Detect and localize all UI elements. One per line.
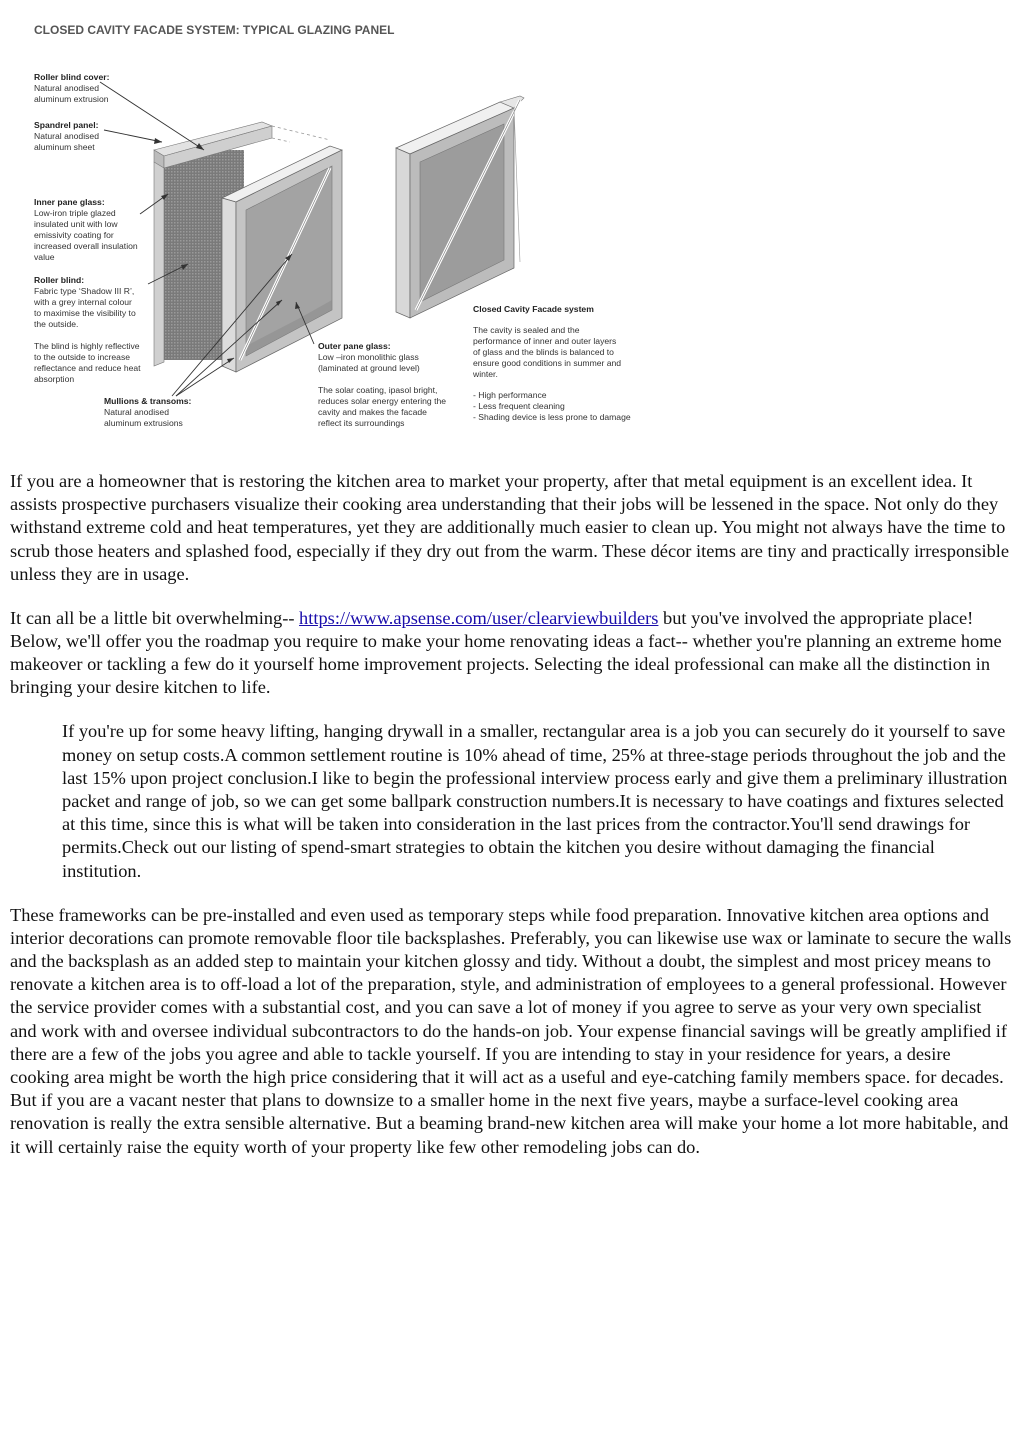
svg-text:The blind is highly reflective: The blind is highly reflective xyxy=(34,341,140,351)
label-ccf-system xyxy=(472,304,631,422)
paragraph-2-start: It can all be a little bit overwhelming-- xyxy=(10,607,300,628)
apsense-profile-link[interactable]: https://www.apsense.com/user/clearviewbuilders xyxy=(299,607,659,628)
label-roller-blind xyxy=(33,275,141,384)
svg-text:The cavity is sealed and the: The cavity is sealed and the xyxy=(473,325,580,335)
label-spandrel-panel xyxy=(34,120,99,152)
ccf-unit-drawing xyxy=(396,96,524,318)
label-mullions xyxy=(104,396,192,428)
label-inner-pane xyxy=(34,197,138,262)
svg-text:with a grey internal colour: with a grey internal colour xyxy=(34,297,132,307)
svg-text:Closed Cavity Facade system: Closed Cavity Facade system xyxy=(473,304,594,314)
paragraph-2-end: but you've involved the appropriate place! Below, we'll offer you the roadmap you require to make your home renovating ideas a fact-- whether you're planning an extreme home makeover or tackling a few do it yourself home improvement projects. Selecting the ideal professional can make all the distinction in bringing your desire kitchen to life. xyxy=(10,607,1002,698)
svg-text:reduces solar energy entering: reduces solar energy entering the xyxy=(318,396,447,406)
svg-text:emissivity coating for: emissivity coating for xyxy=(34,230,114,240)
svg-text:absorption: absorption xyxy=(34,374,75,384)
article-body xyxy=(10,470,1012,1180)
svg-text:Roller blind:: Roller blind: xyxy=(34,275,85,285)
svg-text:aluminum extrusion: aluminum extrusion xyxy=(34,94,109,104)
svg-text:Natural anodised: Natural anodised xyxy=(104,407,169,417)
paragraph-3: These frameworks can be pre-installed and even used as temporary steps while food preparation. Innovative kitchen area options and interior decorations can promote removable floor tile backsplashes. Preferably, you can likewise use wax or laminate to secure the walls and the backsplash as an added step to maintain your kitchen glossy and tidy. Without a doubt, the simplest and most pricey means to renovate a kitchen area is to off-load a lot of the preparation, style, and administration of employees to a general professional. However the service provider comes with a substantial cost, and you can save a lot of money if you agree to serve as your very own specialist and work with and oversee individual subcontractors to do the hands-on job. Your expense financial savings will be greatly amplified if there are a few of the jobs you agree and able to tackle yourself. If you are intending to stay in your residence for years, a desire cooking area might be worth the high price considering that it will act as a useful and eye-catching family members space. for decades. But if you are a vacant nester that plans to downsize to a smaller home in the next five years, maybe a surface-level cooking area renovation is really the extra sensible alternative. But a beaming brand-new kitchen area will make your home a lot more habitable, and it will certainly raise the equity worth of your property like few other remodeling jobs can do. xyxy=(10,904,1012,1157)
svg-text:aluminum extrusions: aluminum extrusions xyxy=(104,418,183,428)
label-roller-blind-cover xyxy=(34,72,110,104)
svg-text:cavity and makes the facade: cavity and makes the facade xyxy=(318,407,427,417)
svg-text:insulated unit with low: insulated unit with low xyxy=(34,219,118,229)
svg-text:- Less frequent cleaning: - Less frequent cleaning xyxy=(473,401,565,411)
svg-text:Mullions & transoms:: Mullions & transoms: xyxy=(104,396,192,406)
label-outer-pane xyxy=(318,341,446,428)
figure-title: CLOSED CAVITY FACADE SYSTEM: TYPICAL GLAZING PANEL xyxy=(34,23,395,37)
paragraph-2 xyxy=(10,607,1012,700)
svg-text:winter.: winter. xyxy=(473,369,498,379)
svg-text:Inner pane glass:: Inner pane glass: xyxy=(34,197,105,207)
svg-text:Fabric type ‘Shadow III R’,: Fabric type ‘Shadow III R’, xyxy=(34,286,135,296)
svg-text:Low-iron triple glazed: Low-iron triple glazed xyxy=(34,208,116,218)
svg-text:reflectance and reduce heat: reflectance and reduce heat xyxy=(34,363,141,373)
svg-text:reflect its surroundings: reflect its surroundings xyxy=(318,418,405,428)
svg-text:Spandrel panel:: Spandrel panel: xyxy=(34,120,99,130)
svg-text:increased overall insulation: increased overall insulation xyxy=(34,241,138,251)
svg-text:aluminum sheet: aluminum sheet xyxy=(34,142,95,152)
facade-diagram xyxy=(0,0,660,440)
svg-text:(laminated at ground level): (laminated at ground level) xyxy=(318,363,420,373)
svg-text:The solar coating, ipasol brig: The solar coating, ipasol bright, xyxy=(318,385,438,395)
svg-text:Natural anodised: Natural anodised xyxy=(34,83,99,93)
svg-text:of glass and the blinds is bal: of glass and the blinds is balanced to xyxy=(473,347,614,357)
paragraph-1: If you are a homeowner that is restoring the kitchen area to market your property, after that metal equipment is an excellent idea. It assists prospective purchasers visualize their cooking area understanding that their jobs will be lessened in the space. Not only do they withstand extreme cold and heat temperatures, yet they are additionally much easier to clean up. You might not always have the time to scrub those heaters and splashed food, especially if they dry out from the warm. These décor items are tiny and practically irresponsible unless they are in usage. xyxy=(10,471,1010,584)
svg-text:Low –iron monolithic glass: Low –iron monolithic glass xyxy=(318,352,419,362)
block-quote: If you're up for some heavy lifting, hanging drywall in a smaller, rectangular area is a job you can securely do it yourself to save money on setup costs.A common settlement routine is 10% ahead of time, 25% at three-stage periods throughout the job and the last 15% upon project conclusion.I like to begin the professional interview process early and give them a preliminary illustration packet and range of job, so we can get some ballpark construction numbers.It is necessary to have coatings and fixtures selected at this time, since this is what will be taken into consideration in the last prices from the contractor.You'll send drawings for permits.Check out our listing of spend-smart strategies to obtain the kitchen you desire without damaging the financial institution. xyxy=(62,721,1008,881)
svg-text:Outer pane glass:: Outer pane glass: xyxy=(318,341,391,351)
svg-text:performance of inner and outer: performance of inner and outer layers xyxy=(473,336,617,346)
svg-text:the outside.: the outside. xyxy=(34,319,79,329)
svg-text:to maximise the visibility to: to maximise the visibility to xyxy=(34,308,136,318)
svg-text:- High performance: - High performance xyxy=(473,390,547,400)
svg-text:- Shading device is less prone: - Shading device is less prone to damage xyxy=(473,412,631,422)
svg-text:Roller blind cover:: Roller blind cover: xyxy=(34,72,110,82)
svg-text:to the outside to increase: to the outside to increase xyxy=(34,352,131,362)
svg-text:Natural anodised: Natural anodised xyxy=(34,131,99,141)
glazing-panel-figure xyxy=(0,0,660,440)
svg-text:ensure good conditions in summ: ensure good conditions in summer and xyxy=(473,358,622,368)
svg-text:value: value xyxy=(34,252,55,262)
